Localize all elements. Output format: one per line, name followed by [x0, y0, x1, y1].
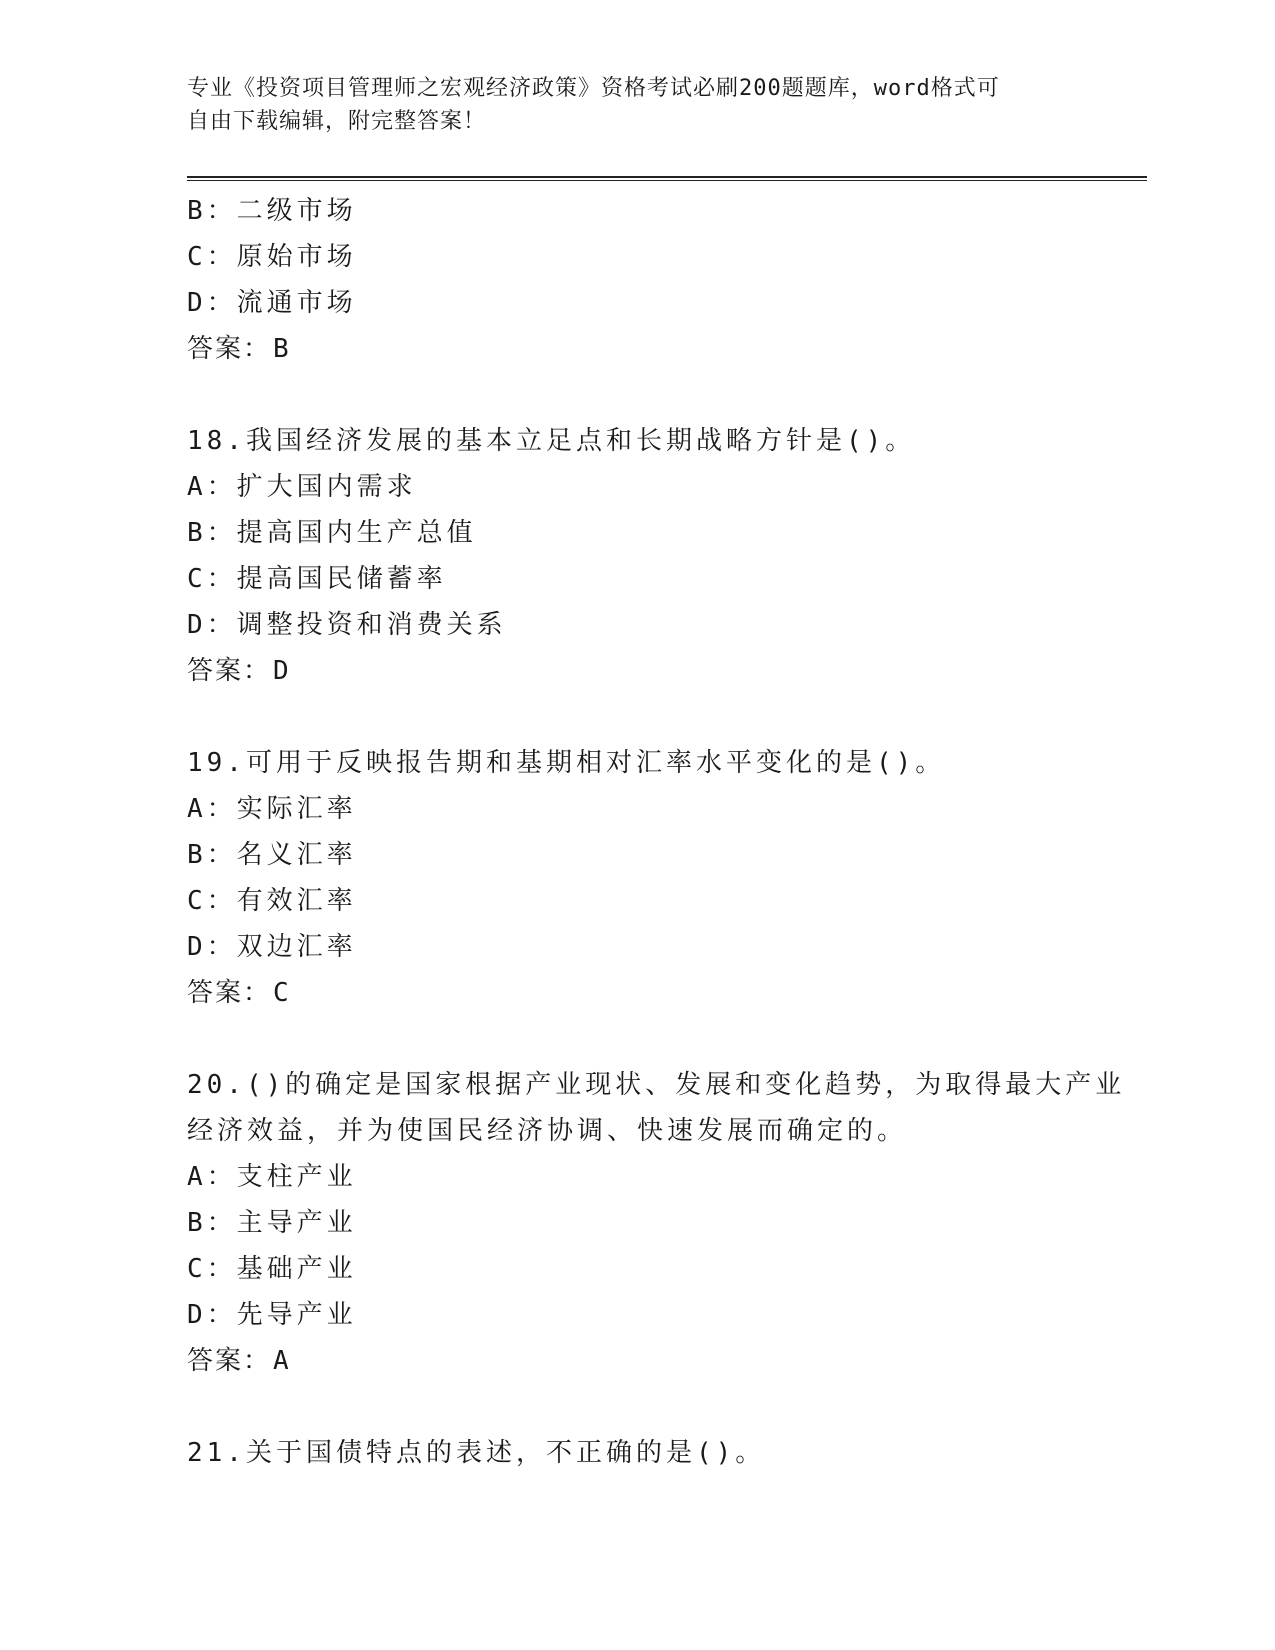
option-c: C：提高国民储蓄率 [187, 564, 447, 594]
option-b: B：提高国内生产总值 [187, 518, 477, 548]
document-page [187, 0, 1147, 1650]
header-line-2: 自由下载编辑，附完整答案！ [187, 109, 487, 134]
question-text-line-1: 20.()的确定是国家根据产业现状、发展和变化趋势，为取得最大产业 [187, 1070, 1126, 1100]
answer-label: 答案： [187, 334, 272, 364]
header-line-1: 专业《投资项目管理师之宏观经济政策》资格考试必刷200题题库，word格式可 [187, 76, 1000, 101]
answer-value: A [273, 1346, 291, 1376]
document-header [187, 72, 1087, 138]
question-17 [187, 188, 1147, 372]
header-divider [187, 176, 1147, 181]
question-text-line-2: 经济效益，并为使国民经济协调、快速发展而确定的。 [187, 1116, 908, 1146]
answer-value: B [273, 334, 291, 364]
question-18 [187, 418, 1147, 694]
option-d: D：调整投资和消费关系 [187, 610, 507, 640]
option-a: A：实际汇率 [187, 794, 357, 824]
option-b: B：主导产业 [187, 1208, 357, 1238]
answer [187, 648, 1147, 694]
question-21 [187, 1430, 1147, 1476]
answer-value: C [273, 978, 291, 1008]
answer-label: 答案： [187, 1346, 272, 1376]
answer [187, 1338, 1147, 1384]
question-19 [187, 740, 1147, 1016]
option-c: C：原始市场 [187, 242, 357, 272]
answer [187, 326, 1147, 372]
answer [187, 970, 1147, 1016]
answer-value: D [273, 656, 291, 686]
option-b: B：名义汇率 [187, 840, 357, 870]
option-a: A：支柱产业 [187, 1162, 357, 1192]
question-20 [187, 1062, 1147, 1384]
answer-label: 答案： [187, 656, 272, 686]
option-c: C：基础产业 [187, 1254, 357, 1284]
option-d: D：双边汇率 [187, 932, 357, 962]
question-text: 21.关于国债特点的表述，不正确的是()。 [187, 1438, 766, 1468]
question-text: 18.我国经济发展的基本立足点和长期战略方针是()。 [187, 426, 916, 456]
question-list [187, 188, 1147, 1476]
option-d: D：流通市场 [187, 288, 357, 318]
option-b: B：二级市场 [187, 196, 357, 226]
answer-label: 答案： [187, 978, 272, 1008]
option-d: D：先导产业 [187, 1300, 357, 1330]
question-text: 19.可用于反映报告期和基期相对汇率水平变化的是()。 [187, 748, 946, 778]
option-a: A：扩大国内需求 [187, 472, 417, 502]
option-c: C：有效汇率 [187, 886, 357, 916]
